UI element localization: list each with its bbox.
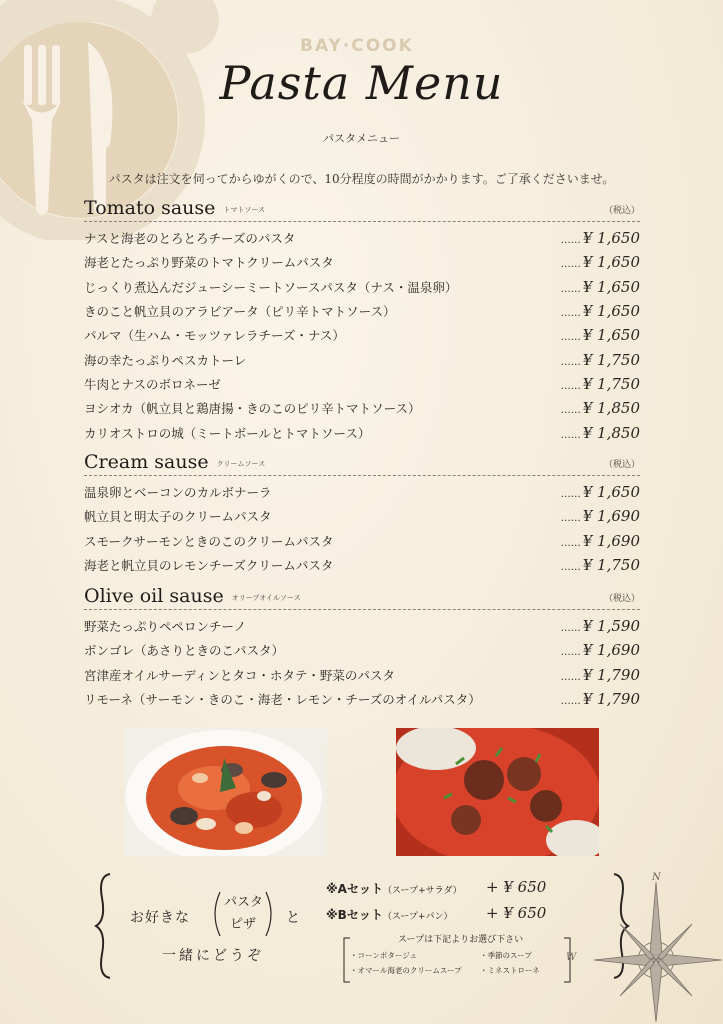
menu-item xyxy=(84,504,640,528)
brand-name: BAY·COOK xyxy=(300,36,414,56)
compass-west-label: W xyxy=(566,952,577,963)
invitation-line1: お好きな xyxy=(130,910,190,926)
menu-item xyxy=(84,396,640,420)
section-subtitle: トマトソース xyxy=(223,206,266,214)
section-cream xyxy=(84,451,640,577)
soup-item: ・オマール海老のクリームスープ xyxy=(350,966,462,975)
item-name: 海の幸たっぷりペスカトーレ xyxy=(84,352,247,368)
item-name: ナスと海老のとろとろチーズのパスタ xyxy=(84,231,296,247)
page-subtitle: パスタメニュー xyxy=(323,132,400,145)
item-name: スモークサーモンときのこのクリームパスタ xyxy=(84,533,334,549)
item-name: 牛肉とナスのボロネーゼ xyxy=(84,376,221,392)
price-leader: …… xyxy=(560,405,581,417)
soup-item: ・ミネストローネ xyxy=(480,966,540,975)
menu-item xyxy=(84,323,640,347)
price-leader: …… xyxy=(560,429,581,441)
section-header xyxy=(84,451,640,476)
price-leader: …… xyxy=(560,356,581,368)
item-price: ¥ 1,790 xyxy=(582,665,640,684)
item-price: ¥ 1,790 xyxy=(582,690,640,709)
menu-item xyxy=(84,420,640,444)
item-price: ¥ 1,650 xyxy=(582,326,640,345)
item-name: 野菜たっぷりペペロンチーノ xyxy=(84,619,247,635)
item-name: じっくり煮込んだジューシーミートソースパスタ（ナス・温泉卵） xyxy=(84,279,458,295)
menu-item xyxy=(84,372,640,396)
price-leader: …… xyxy=(560,623,581,635)
tax-label: （税込） xyxy=(603,206,640,216)
price-leader: …… xyxy=(560,647,581,659)
choice-pizza: ピザ xyxy=(230,917,257,932)
section-title: Cream sause xyxy=(84,451,209,473)
section-subtitle: クリームソース xyxy=(216,460,266,468)
section-title: Olive oil sause xyxy=(84,585,224,607)
soup-item: ・コーンポタージュ xyxy=(350,951,418,960)
item-name: カリオストロの城（ミートボールとトマトソース） xyxy=(84,425,371,441)
menu-item xyxy=(84,480,640,504)
item-price: ¥ 1,850 xyxy=(582,399,640,418)
menu-item xyxy=(84,275,640,299)
price-leader: …… xyxy=(560,562,581,574)
menu-item xyxy=(84,663,640,687)
item-price: ¥ 1,650 xyxy=(582,277,640,296)
price-leader: …… xyxy=(560,259,581,271)
tax-label: （税込） xyxy=(603,460,640,470)
item-name: きのこと帆立貝のアラビアータ（ピリ辛トマトソース） xyxy=(84,304,396,320)
menu-item xyxy=(84,250,640,274)
menu-item xyxy=(84,226,640,250)
price-leader: …… xyxy=(560,308,581,320)
menu-item xyxy=(84,529,640,553)
set-a-label: ※Aセット xyxy=(326,882,383,896)
section-subtitle: オリーブオイルソース xyxy=(231,594,301,602)
invitation-to: と xyxy=(286,910,300,926)
set-a-price: + ¥ 650 xyxy=(486,878,547,896)
item-name: リモーネ（サーモン・きのこ・海老・レモン・チーズのオイルパスタ） xyxy=(84,692,481,708)
price-leader: …… xyxy=(560,537,581,549)
price-leader: …… xyxy=(560,696,581,708)
menu-item xyxy=(84,638,640,662)
cooking-notice: パスタは注文を伺ってからゆがくので、10分程度の時間がかかります。ご了承くださいませ。 xyxy=(108,172,615,186)
set-a xyxy=(326,880,586,906)
item-name: 海老と帆立貝のレモンチーズクリームパスタ xyxy=(84,558,334,574)
set-b-label: ※Bセット xyxy=(326,908,383,922)
tax-label: （税込） xyxy=(603,594,640,604)
soup-options xyxy=(342,932,572,984)
item-name: ヨシオカ（帆立貝と鶏唐揚・きのこのピリ辛トマトソース） xyxy=(84,401,421,417)
section-title: Tomato sause xyxy=(84,197,216,219)
price-leader: …… xyxy=(560,513,581,525)
section-olive-oil xyxy=(84,585,640,711)
price-leader: …… xyxy=(560,380,581,392)
item-name: ボンゴレ（あさりときのこパスタ） xyxy=(84,643,285,659)
item-price: ¥ 1,650 xyxy=(582,483,640,502)
set-b-detail: （スープ+パン） xyxy=(382,912,453,922)
price-leader: …… xyxy=(560,283,581,295)
item-price: ¥ 1,650 xyxy=(582,253,640,272)
meatball-pasta-photo xyxy=(396,728,599,856)
item-price: ¥ 1,650 xyxy=(582,302,640,321)
seafood-pasta-photo xyxy=(124,728,327,856)
price-leader: …… xyxy=(560,489,581,501)
menu-item xyxy=(84,347,640,371)
item-name: パルマ（生ハム・モッツァレラチーズ・ナス） xyxy=(84,328,345,344)
menu-item xyxy=(84,614,640,638)
item-name: 海老とたっぷり野菜のトマトクリームパスタ xyxy=(84,255,334,271)
menu-item xyxy=(84,687,640,711)
item-price: ¥ 1,650 xyxy=(582,229,640,248)
item-name: 宮津産オイルサーディンとタコ・ホタテ・野菜のパスタ xyxy=(84,667,395,683)
set-b-price: + ¥ 650 xyxy=(486,904,547,922)
set-a-detail: （スープ+サラダ） xyxy=(382,886,462,896)
compass-north-label: N xyxy=(652,872,661,883)
section-header xyxy=(84,585,640,610)
menu-item xyxy=(84,299,640,323)
item-price: ¥ 1,590 xyxy=(582,617,640,636)
price-leader: …… xyxy=(560,671,581,683)
choice-pasta: パスタ xyxy=(224,895,264,910)
item-price: ¥ 1,690 xyxy=(582,641,640,660)
menu-item xyxy=(84,553,640,577)
item-price: ¥ 1,690 xyxy=(582,531,640,550)
item-price: ¥ 1,850 xyxy=(582,423,640,442)
compass-rose-icon xyxy=(590,872,723,1024)
item-price: ¥ 1,750 xyxy=(582,350,640,369)
item-name: 帆立貝と明太子のクリームパスタ xyxy=(84,509,272,525)
invitation-line2: 一緒にどうぞ xyxy=(162,948,264,964)
item-price: ¥ 1,750 xyxy=(582,556,640,575)
price-leader: …… xyxy=(560,235,581,247)
price-leader: …… xyxy=(560,332,581,344)
set-invitation xyxy=(98,873,318,983)
section-tomato xyxy=(84,197,640,445)
item-price: ¥ 1,750 xyxy=(582,374,640,393)
page-title: Pasta Menu xyxy=(219,56,504,110)
item-name: 温泉卵とベーコンのカルボナーラ xyxy=(84,485,272,501)
section-header xyxy=(84,197,640,222)
soup-heading: スープは下記よりお選び下さい xyxy=(398,935,524,945)
choice-group xyxy=(210,889,276,939)
set-options xyxy=(326,880,586,932)
set-b xyxy=(326,906,586,932)
soup-item: ・季節のスープ xyxy=(480,951,532,960)
item-price: ¥ 1,690 xyxy=(582,507,640,526)
